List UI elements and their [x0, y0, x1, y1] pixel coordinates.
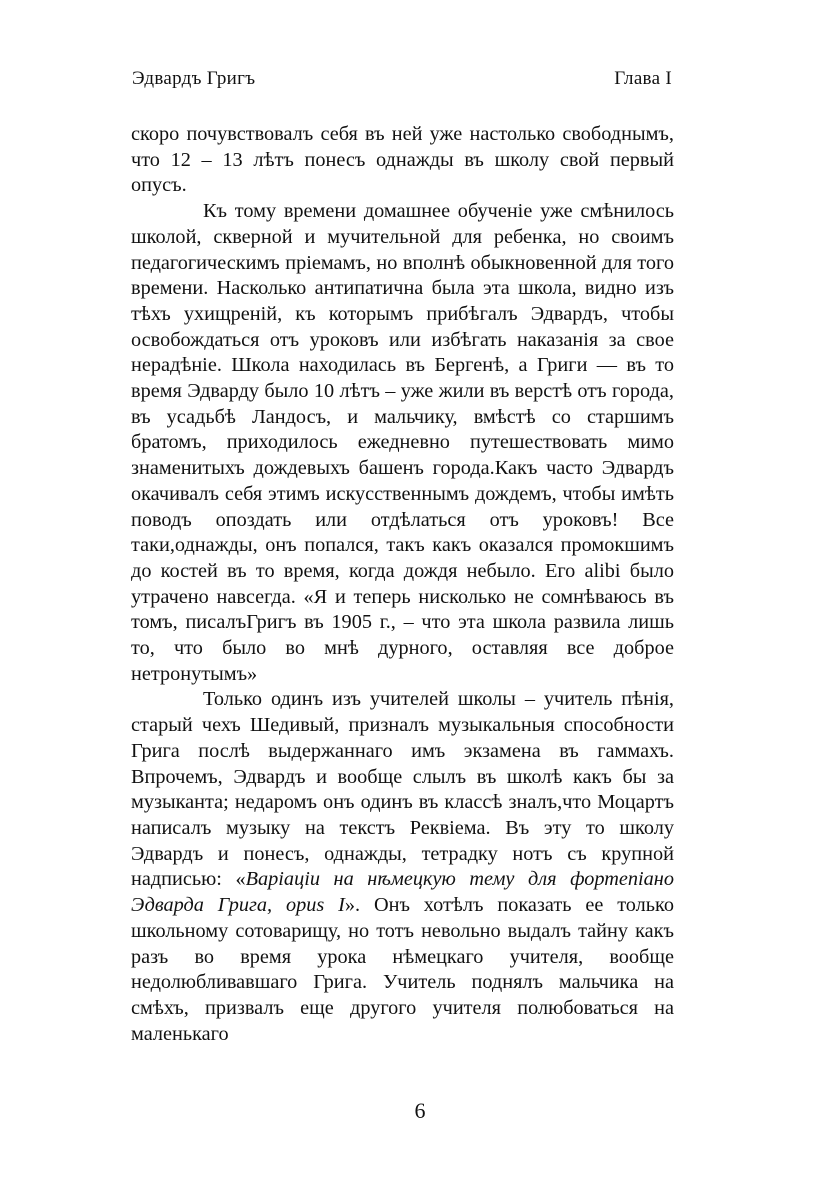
paragraph-teacher-text-before: Только одинъ изъ учителей школы – учитель пѣнія, старый чехъ Шедивый, призналъ музыкальныя способности Грига послѣ выдержаннаго имъ экзамена въ гаммахъ. Впрочемъ, Эдвардъ и вообще слылъ въ школѣ какъ бы за музыканта; недаромъ онъ одинъ въ классѣ зналъ,что Моцартъ написалъ музыку на текстъ Реквіема. Въ эту то школу Эдвардъ и понесъ, однажды, тетрадку нотъ съ крупной надписью: « — [131, 688, 674, 891]
paragraph-school: Къ тому времени домашнее обученіе уже смѣнилось школой, скверной и мучительной для ребенка, но своимъ педагогическимъ пріемамъ, но вполнѣ обыкновенной для того времени. Насколько антипатична была эта школа, видно изъ тѣхъ ухищреній, къ которымъ прибѣгалъ Эдвардъ, чтобы освобождаться отъ уроковъ или избѣгать наказанія за свое нерадѣніе. Школа находилась въ Бергенѣ, а Григи — въ то время Эдварду было 10 лѣтъ – уже жили въ верстѣ отъ города, въ усадьбѣ Ландосъ, и мальчику, вмѣстѣ со старшимъ братомъ, приходилось ежедневно путешествовать мимо знаменитыхъ дождевыхъ башенъ города.Какъ часто Эдвардъ окачивалъ себя этимъ искусственнымъ дождемъ, чтобы имѣть поводъ опоздать или отдѣлаться отъ уроковъ! Все таки,однажды, онъ попался, такъ какъ оказался промокшимъ до костей въ то время, когда дождя небыло. Его alibi было утрачено навсегда. «Я и теперь нисколько не сомнѣваюсь въ томъ, писалъГригъ въ 1905 г., – что эта школа развила лишь то, что было во мнѣ дурного, оставляя все доброе нетронутымъ» — [131, 200, 674, 685]
running-header-author: Эдвардъ Григъ — [132, 68, 256, 89]
paragraph-teacher-text-after: ». Онъ хотѣлъ показать ее только школьному сотоварищу, но тотъ невольно выдалъ тайну какъ разъ во время урока нѣмецкаго учителя, вообще недолюбливавшаго Грига. Учитель поднялъ мальчика на смѣхъ, призвалъ еще другого учителя полюбоваться на маленькаго — [131, 894, 674, 1045]
opus-title-italic: Варіаціи на нѣмецкую тему для фортепіано Эдварда Грига, opus I — [131, 868, 674, 917]
running-header — [132, 68, 672, 98]
running-header-chapter: Глава I — [614, 68, 672, 89]
paragraph-continuation: скоро почувствовалъ себя въ ней уже настолько свободнымъ, что 12 – 13 лѣтъ понесъ однажды въ школу свой первый опусъ. — [131, 123, 674, 197]
paragraph-teacher — [131, 687, 674, 1047]
page-number: 6 — [414, 1098, 426, 1123]
page-body — [131, 122, 674, 1047]
